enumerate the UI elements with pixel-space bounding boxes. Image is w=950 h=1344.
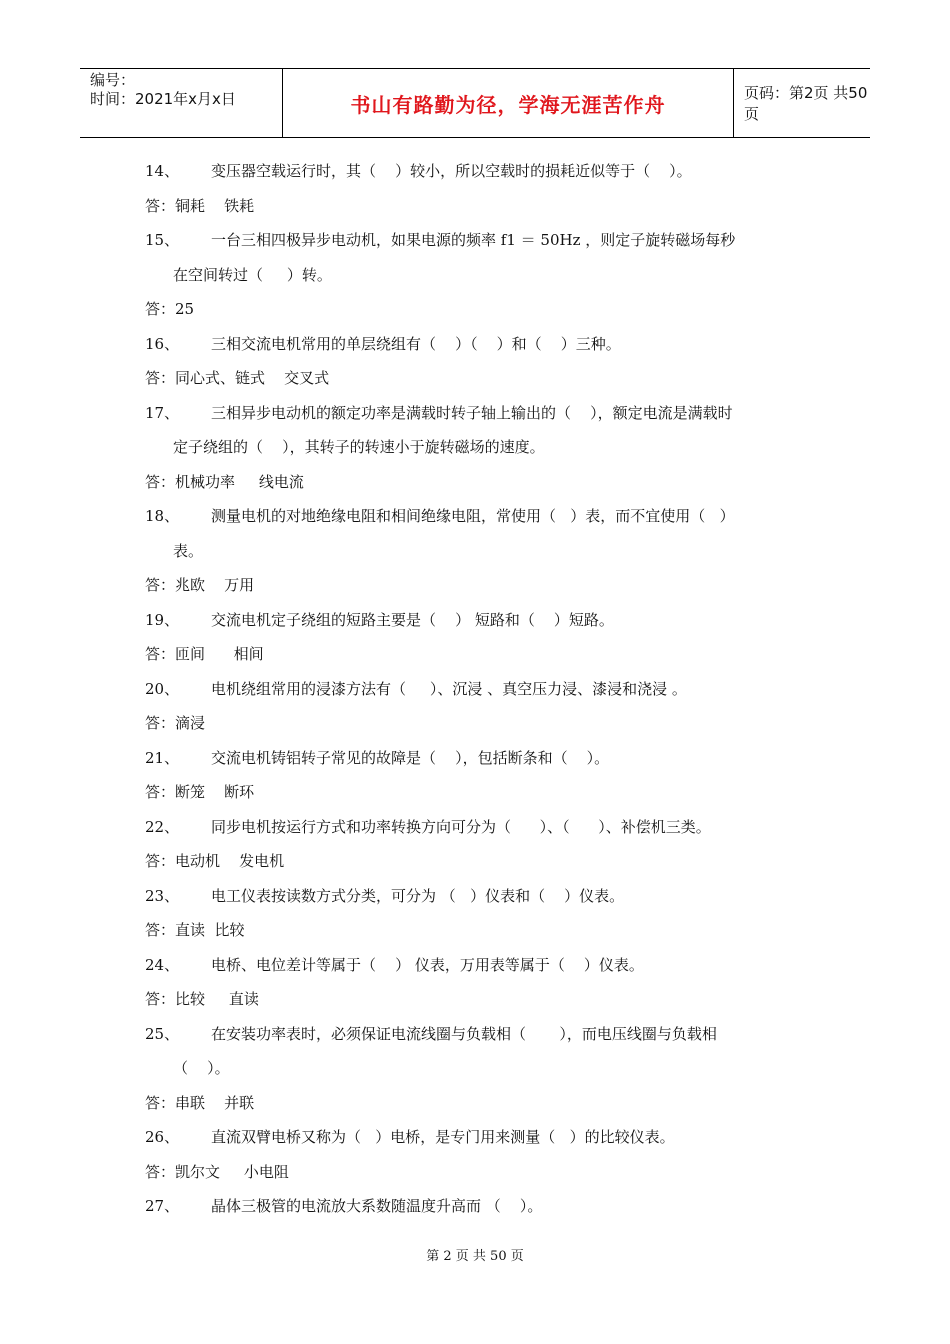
question-number: 22、	[145, 817, 180, 836]
doc-code-label: 编号：	[90, 71, 136, 89]
question-number: 18、	[145, 507, 180, 525]
question-text: 三相交流电机常用的单层绕组有（ ）（ ）和（ ）三种。	[211, 334, 621, 353]
question-line	[145, 396, 815, 431]
question-line	[145, 672, 815, 707]
question-number: 15、	[145, 231, 180, 249]
answer-line: 答：同心式、链式 交叉式	[145, 369, 330, 387]
header-meta	[80, 69, 282, 137]
question-number: 27、	[145, 1197, 180, 1215]
question-line	[145, 879, 815, 914]
doc-date: 时间：2021年x月x日	[90, 90, 236, 108]
question-text: 电机绕组常用的浸漆方法有（ ）、沉浸 、真空压力浸、漆浸和浇浸 。	[211, 679, 687, 698]
page-info-text: 页码：第2页 共50页	[744, 84, 868, 123]
question-line	[145, 741, 815, 776]
answer-line: 答：直读 比较	[145, 921, 245, 939]
question-text: 晶体三极管的电流放大系数随温度升高而 （ ）。	[211, 1197, 543, 1215]
header-motto: 书山有路勤为径，学海无涯苦作舟	[350, 92, 666, 117]
question-text: 电桥、电位差计等属于（ ） 仪表，万用表等属于（ ）仪表。	[211, 955, 644, 974]
page-header	[80, 68, 870, 138]
question-text: 交流电机铸铝转子常见的故障是（ ），包括断条和（ ）。	[211, 748, 610, 767]
question-number: 14、	[145, 162, 180, 180]
question-line	[145, 327, 815, 362]
answer-line: 答：兆欧 万用	[145, 576, 255, 594]
question-text: 一台三相四极异步电动机，如果电源的频率 f1 ＝ 50Hz ，则定子旋转磁场每秒	[211, 231, 736, 249]
answer-line: 答：断笼 断环	[145, 783, 255, 801]
question-line	[145, 810, 815, 845]
question-number: 25、	[145, 1024, 180, 1043]
question-number: 23、	[145, 886, 180, 905]
answer-line: 答：滴浸	[145, 714, 206, 732]
question-line	[145, 154, 815, 189]
answer-line: 答：铜耗 铁耗	[145, 196, 255, 215]
question-number: 24、	[145, 955, 180, 974]
question-number: 16、	[145, 334, 180, 353]
question-continuation: （ ）。	[173, 1059, 230, 1077]
answer-line: 答：电动机 发电机	[145, 852, 285, 870]
question-text: 同步电机按运行方式和功率转换方向可分为（ ）、（ ）、补偿机三类。	[211, 817, 711, 836]
question-number: 21、	[145, 748, 180, 767]
question-text: 三相异步电动机的额定功率是满载时转子轴上输出的（ ），额定电流是满载时	[211, 403, 733, 422]
answer-line: 答：串联 并联	[145, 1093, 255, 1112]
answer-line: 答：25	[145, 300, 195, 318]
question-line	[145, 603, 815, 638]
answer-line: 答：匝间 相间	[145, 645, 264, 663]
question-line	[145, 1189, 815, 1224]
question-number: 26、	[145, 1128, 180, 1146]
question-line	[145, 1120, 815, 1155]
question-line	[145, 948, 815, 983]
question-text: 测量电机的对地绝缘电阻和相间绝缘电阻，常使用（ ）表，而不宜使用（ ）	[211, 507, 735, 525]
question-continuation: 定子绕组的（ ），其转子的转速小于旋转磁场的速度。	[173, 438, 545, 456]
header-page-info	[734, 69, 870, 137]
question-text: 交流电机定子绕组的短路主要是（ ） 短路和（ ）短路。	[211, 610, 614, 629]
question-number: 20、	[145, 679, 180, 698]
answer-line: 答：凯尔文 小电阻	[145, 1162, 289, 1181]
question-continuation: 表。	[173, 541, 204, 560]
question-text: 电工仪表按读数方式分类，可分为 （ ）仪表和（ ）仪表。	[211, 886, 625, 905]
question-line	[145, 499, 815, 534]
question-text: 变压器空载运行时，其（ ）较小，所以空载时的损耗近似等于（ ）。	[211, 162, 692, 180]
question-line	[145, 223, 815, 258]
page-footer: 第 2 页 共 50 页	[426, 1249, 524, 1264]
question-text: 直流双臂电桥又称为（ ）电桥，是专门用来测量（ ）的比较仪表。	[211, 1128, 675, 1146]
question-continuation: 在空间转过（ ）转。	[173, 265, 332, 284]
question-text: 在安装功率表时，必须保证电流线圈与负载相（ ），而电压线圈与负载相	[211, 1024, 717, 1043]
question-number: 17、	[145, 403, 180, 422]
question-line	[145, 1017, 815, 1052]
answer-line: 答：比较 直读	[145, 990, 259, 1008]
header-motto-cell	[282, 69, 734, 137]
question-number: 19、	[145, 610, 180, 629]
question-list	[145, 154, 815, 1224]
answer-line: 答：机械功率 线电流	[145, 472, 304, 491]
